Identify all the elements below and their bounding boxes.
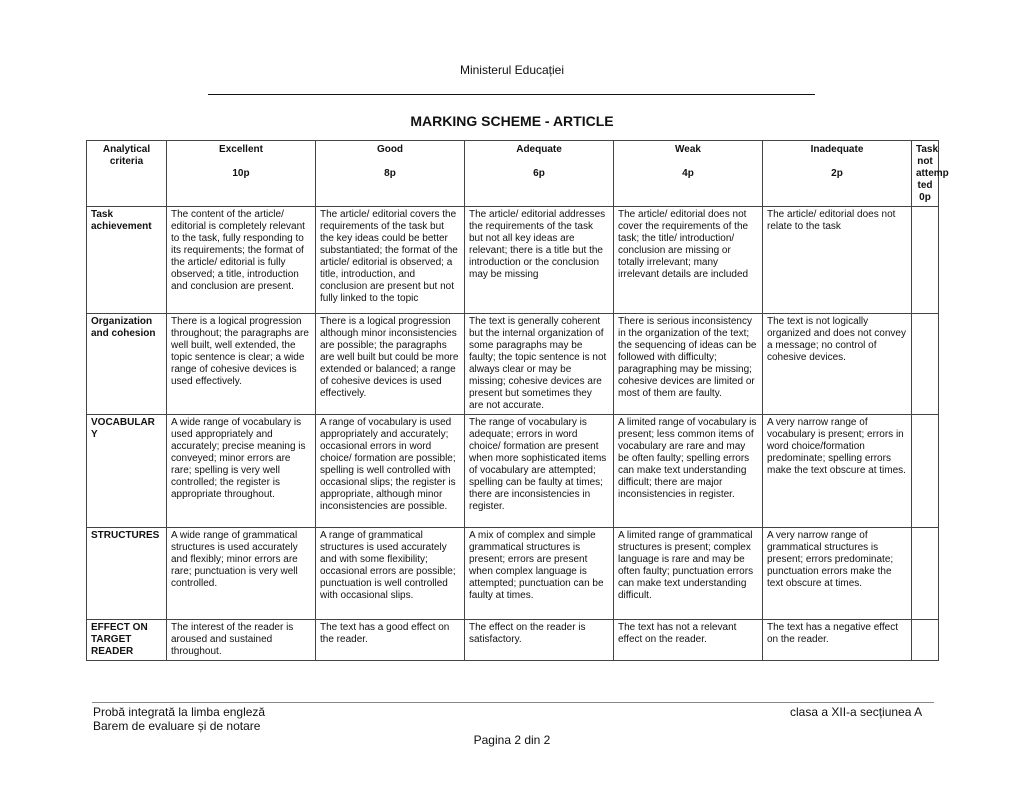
table-cell: The article/ editorial addresses the requirements of the task but not all key ideas are relevant; there is a title but the introduction or the conclusion may be missing <box>465 207 614 314</box>
criterion-cell: Organization and cohesion <box>87 314 167 415</box>
column-header-inadequate: Inadequate 2p <box>763 141 912 207</box>
criteria-header: Analytical criteria <box>87 141 167 207</box>
table-cell: The text has not a relevant effect on the reader. <box>614 620 763 661</box>
criterion-cell: VOCABULAR Y <box>87 415 167 528</box>
empty-cell <box>912 620 939 661</box>
table-cell: The text has a good effect on the reader. <box>316 620 465 661</box>
table-cell: The content of the article/ editorial is completely relevant to the task, fully responding to its requirements; the format of the article/ editorial is fully observed; a title, introduction and conclusion are present. <box>167 207 316 314</box>
empty-cell <box>912 314 939 415</box>
table-cell: A very narrow range of vocabulary is present; errors in word choice/formation predominate; spelling errors make the text obscure at times. <box>763 415 912 528</box>
table-cell: A wide range of vocabulary is used appropriately and accurately; precise meaning is conveyed; minor errors are rare; spelling is very well controlled; the register is appropriate throughout. <box>167 415 316 528</box>
table-cell: A range of grammatical structures is used accurately and with some flexibility; occasional errors are possible; punctuation is well controlled with occasional slips. <box>316 528 465 620</box>
table-cell: The interest of the reader is aroused and sustained throughout. <box>167 620 316 661</box>
empty-cell <box>912 207 939 314</box>
column-header-good: Good 8p <box>316 141 465 207</box>
table-cell: A wide range of grammatical structures is used accurately and flexibly; minor errors are rare; punctuation is very well controlled. <box>167 528 316 620</box>
table-row-vocabulary <box>87 415 939 528</box>
criterion-cell: EFFECT ON TARGET READER <box>87 620 167 661</box>
empty-cell <box>912 528 939 620</box>
table-cell: The effect on the reader is satisfactory. <box>465 620 614 661</box>
criterion-cell: Task achievement <box>87 207 167 314</box>
table-cell: The text is not logically organized and does not convey a message; no control of cohesive devices. <box>763 314 912 415</box>
institution-header: Ministerul Educației <box>459 63 565 77</box>
table-cell: The range of vocabulary is adequate; errors in word choice/ formation are present when more sophisticated items of vocabulary are attempted; spelling can be faulty at times; there are inconsistencies in register. <box>465 415 614 528</box>
footer-class-section: clasa a XII-a secțiunea A <box>790 705 923 719</box>
table-cell: The article/ editorial covers the requirements of the task but the key ideas could be better substantiated; the format of the article/ editorial is observed; a title, introduction, and conclusion are present but not fully linked to the topic <box>316 207 465 314</box>
page-number: Pagina 2 din 2 <box>473 733 551 747</box>
table-cell: The text has a negative effect on the reader. <box>763 620 912 661</box>
table-cell: A range of vocabulary is used appropriately and accurately; occasional errors in word choice/ formation are possible; spelling is well controlled with occasional slips; the register is appropriate, although minor inconsistencies are possible. <box>316 415 465 528</box>
table-row-organization <box>87 314 939 415</box>
table-cell: There is a logical progression throughout; the paragraphs are well built, well extended, the topic sentence is clear; a wide range of cohesive devices is used effectively. <box>167 314 316 415</box>
table-cell: The article/ editorial does not cover the requirements of the task; the title/ introduction/ conclusion are missing or totally irrelevant; many irrelevant details are included <box>614 207 763 314</box>
footer-divider <box>92 702 934 703</box>
empty-cell <box>912 415 939 528</box>
table-cell: There is serious inconsistency in the organization of the text; the sequencing of ideas can be followed with difficulty; paragraphing may be missing; cohesive devices are limited or most of them are faulty. <box>614 314 763 415</box>
table-cell: A very narrow range of grammatical structures is present; errors predominate; punctuation errors make the text obscure at times. <box>763 528 912 620</box>
table-cell: A limited range of vocabulary is present; less common items of vocabulary are rare and may be often faulty; spelling errors can make text understanding difficult; there are major inconsistencies in register. <box>614 415 763 528</box>
footer-scheme-name: Barem de evaluare și de notare <box>93 719 261 733</box>
table-row-structures <box>87 528 939 620</box>
table-row-effect-on-reader <box>87 620 939 661</box>
column-header-excellent: Excellent 10p <box>167 141 316 207</box>
marking-scheme-table <box>86 140 949 661</box>
table-cell: The article/ editorial does not relate to the task <box>763 207 912 314</box>
table-row-task-achievement <box>87 207 939 314</box>
table-cell: A mix of complex and simple grammatical structures is present; errors are present when complex language is attempted; punctuation can be faulty at times. <box>465 528 614 620</box>
table-header-row <box>87 141 939 207</box>
column-header-not-attempted: Task not attemp ted 0p <box>912 141 939 207</box>
footer-exam-name: Probă integrată la limba engleză <box>93 705 266 719</box>
footer-left <box>93 705 265 733</box>
table-cell: A limited range of grammatical structures is present; complex language is rare and may be often faulty; punctuation errors can make text understanding difficult. <box>614 528 763 620</box>
table-cell: There is a logical progression although minor inconsistencies are possible; the paragraphs are well built but could be more extended or balanced; a range of cohesive devices is used effectively. <box>316 314 465 415</box>
header-divider <box>208 94 815 95</box>
column-header-adequate: Adequate 6p <box>465 141 614 207</box>
column-header-weak: Weak 4p <box>614 141 763 207</box>
table-cell: The text is generally coherent but the internal organization of some paragraphs may be faulty; the topic sentence is not always clear or may be missing; cohesive devices are present but sometimes they are not accurate. <box>465 314 614 415</box>
criterion-cell: STRUCTURES <box>87 528 167 620</box>
document-title: MARKING SCHEME - ARTICLE <box>410 113 614 129</box>
